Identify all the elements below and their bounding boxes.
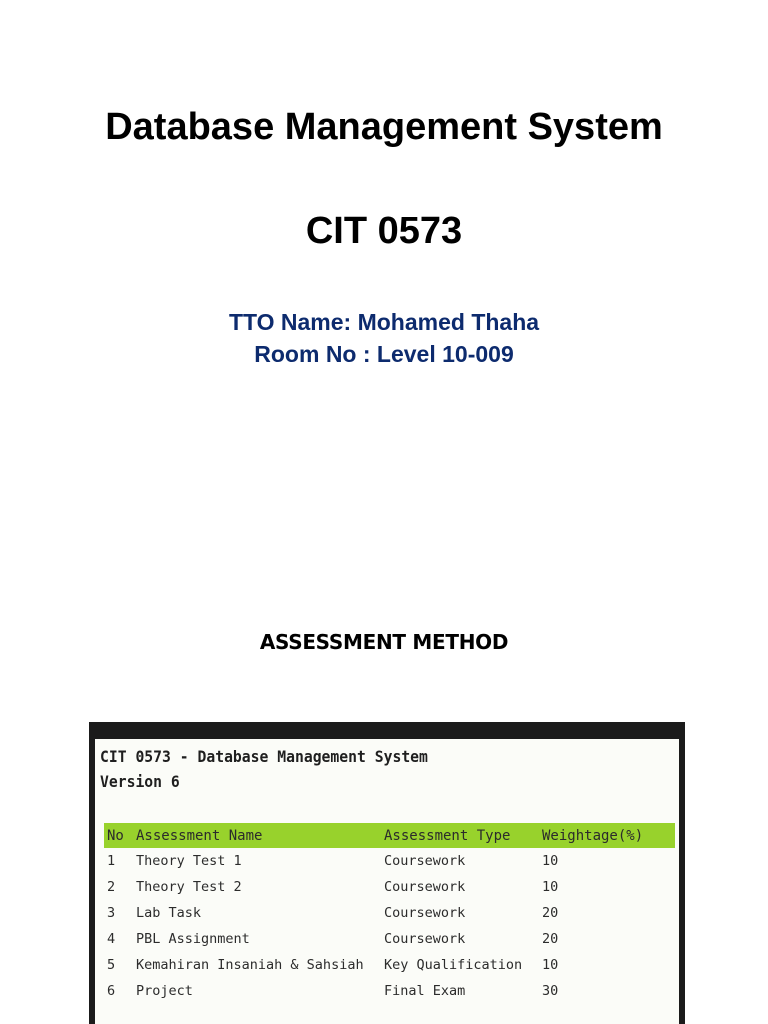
table-row xyxy=(104,874,675,900)
assessment-heading xyxy=(100,744,428,794)
row-weight: 30 xyxy=(542,983,559,999)
course-code: CIT 0573 xyxy=(305,210,463,252)
row-name: Kemahiran Insaniah & Sahsiah xyxy=(136,957,364,973)
table-row xyxy=(104,900,675,926)
row-no: 3 xyxy=(107,905,116,921)
table-row xyxy=(104,978,675,1004)
assessment-table xyxy=(104,823,675,1004)
col-assessment-name: Assessment Name xyxy=(133,823,381,848)
slide-title: Database Management System xyxy=(105,106,663,148)
row-no: 6 xyxy=(107,983,116,999)
room-number: Room No : Level 10-009 xyxy=(254,341,514,367)
section-heading: ASSESSMENT METHOD xyxy=(259,630,509,654)
row-weight: 10 xyxy=(542,879,559,895)
row-no: 4 xyxy=(107,931,116,947)
row-no: 1 xyxy=(107,853,116,869)
row-type: Final Exam xyxy=(384,983,466,999)
row-type: Key Qualification xyxy=(384,957,523,973)
row-type: Coursework xyxy=(384,879,466,895)
row-name: Project xyxy=(136,983,193,999)
row-name: Theory Test 2 xyxy=(136,879,242,895)
table-row xyxy=(104,952,675,978)
col-weightage: Weightage(%) xyxy=(539,823,675,848)
row-weight: 20 xyxy=(542,905,559,921)
row-weight: 10 xyxy=(542,853,559,869)
tto-name: TTO Name: Mohamed Thaha xyxy=(228,309,540,335)
row-type: Coursework xyxy=(384,853,466,869)
row-type: Coursework xyxy=(384,905,466,921)
col-no: No xyxy=(104,823,133,848)
instructor-info xyxy=(0,306,768,370)
assessment-table-header xyxy=(104,823,675,848)
assessment-screenshot xyxy=(89,722,685,1024)
table-row xyxy=(104,848,675,874)
row-name: Theory Test 1 xyxy=(136,853,242,869)
assessment-heading-version: Version 6 xyxy=(100,772,180,791)
col-assessment-type: Assessment Type xyxy=(381,823,539,848)
assessment-heading-course: CIT 0573 - Database Management System xyxy=(100,747,428,766)
assessment-panel xyxy=(95,739,679,1024)
row-name: Lab Task xyxy=(136,905,202,921)
table-row xyxy=(104,926,675,952)
row-weight: 10 xyxy=(542,957,559,973)
row-no: 2 xyxy=(107,879,116,895)
row-name: PBL Assignment xyxy=(136,931,250,947)
row-weight: 20 xyxy=(542,931,559,947)
row-no: 5 xyxy=(107,957,116,973)
row-type: Coursework xyxy=(384,931,466,947)
